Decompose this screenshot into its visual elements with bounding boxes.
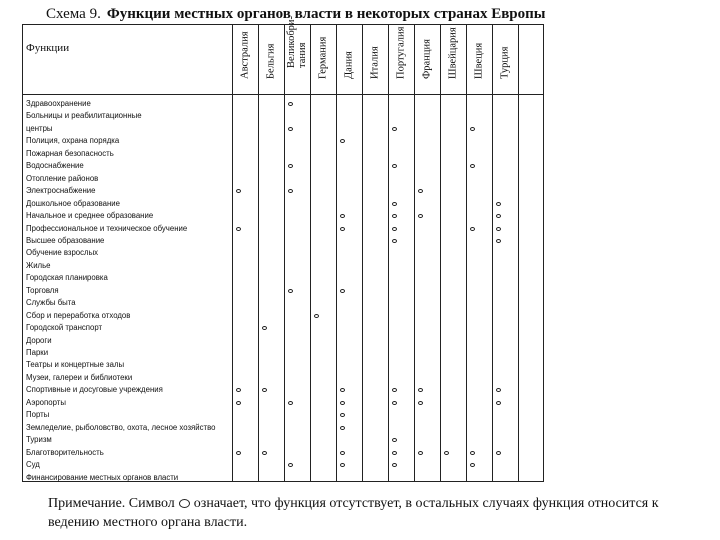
absent-function-icon <box>314 314 319 318</box>
function-row-label: Электроснабжение <box>26 186 96 196</box>
column-divider <box>258 24 259 482</box>
function-row-label: Здравоохранение <box>26 99 91 108</box>
function-row-label: Пожарная безопасность <box>26 148 114 158</box>
country-name: Португалия <box>395 26 407 79</box>
absent-function-icon <box>470 227 475 231</box>
country-header <box>441 27 465 90</box>
page-title <box>46 6 646 23</box>
country-header <box>259 30 283 90</box>
absent-function-icon <box>392 127 397 131</box>
country-header <box>467 30 491 90</box>
absent-function-icon <box>236 451 241 455</box>
absent-function-icon <box>392 451 397 455</box>
function-row-label: Театры и концертные залы <box>26 360 125 370</box>
absent-function-icon <box>418 451 423 455</box>
function-row-label: Городской транспорт <box>26 323 103 333</box>
function-row-label: Парки <box>26 348 49 357</box>
footnote-text: означает, что функция отсутствует, в остальных случаях функция относится к ведению местного органа власти. <box>48 496 659 530</box>
absent-function-icon <box>288 127 293 131</box>
absent-function-icon <box>470 451 475 455</box>
country-name: Дания <box>343 51 355 79</box>
country-name: Великобри- тания <box>286 15 308 68</box>
function-row-label: Жилье <box>26 260 51 270</box>
absent-symbol-icon <box>179 499 190 508</box>
function-row-label: Начальное и среднее образование <box>26 211 154 221</box>
function-row-label: Отопление районов <box>26 173 99 183</box>
absent-function-icon <box>496 451 501 455</box>
function-row-label: Музеи, галереи и библиотеки <box>26 372 133 382</box>
column-divider <box>232 24 233 482</box>
function-row-label: Финансирование местных органов власти <box>26 472 179 482</box>
function-row-label: Сбор и переработка отходов <box>26 310 131 320</box>
absent-function-icon <box>288 102 293 106</box>
absent-function-icon <box>340 401 345 405</box>
function-row-label: Аэропорты <box>26 397 66 407</box>
country-header <box>363 30 387 90</box>
schema-title: Функции местных органов власти в некоторых странах Европы <box>106 6 546 22</box>
function-row-label: Городская планировка <box>26 273 108 283</box>
function-row-label: Торговля <box>26 285 59 295</box>
absent-function-icon <box>288 289 293 293</box>
column-divider <box>362 24 363 482</box>
column-divider <box>466 24 467 482</box>
country-name: Швеция <box>473 42 485 79</box>
absent-function-icon <box>392 401 397 405</box>
schema-number: Схема 9. <box>46 6 101 22</box>
function-row-label: Полиция, охрана порядка <box>26 136 120 146</box>
function-row-label: Обучение взрослых <box>26 248 99 258</box>
function-row-label: центры <box>26 123 53 133</box>
function-row-label: Водоснабжение <box>26 161 84 171</box>
country-header <box>493 30 517 90</box>
absent-function-icon <box>340 451 345 455</box>
country-name: Бельгия <box>265 43 277 79</box>
column-divider <box>284 24 285 482</box>
absent-function-icon <box>444 451 449 455</box>
absent-function-icon <box>496 202 501 206</box>
function-row-label: Высшее образование <box>26 235 105 245</box>
column-divider <box>336 24 337 482</box>
absent-function-icon <box>496 227 501 231</box>
absent-function-icon <box>392 202 397 206</box>
absent-function-icon <box>470 127 475 131</box>
absent-function-icon <box>262 451 267 455</box>
column-divider <box>414 24 415 482</box>
function-row-label: Профессиональное и техническое обучение <box>26 223 188 233</box>
country-header <box>285 15 309 90</box>
column-divider <box>310 24 311 482</box>
absent-function-icon <box>340 289 345 293</box>
function-row-label: Туризм <box>26 435 52 445</box>
absent-function-icon <box>236 401 241 405</box>
country-header <box>233 30 257 90</box>
country-header <box>337 30 361 90</box>
country-name: Турция <box>499 46 511 79</box>
country-name: Швейцария <box>447 27 459 79</box>
absent-function-icon <box>496 239 501 243</box>
country-header <box>311 30 335 90</box>
footnote-lead: Примечание. Символ <box>48 496 175 511</box>
function-row-label: Суд <box>26 460 40 470</box>
function-row-label: Дороги <box>26 335 52 345</box>
column-divider <box>492 24 493 482</box>
country-header <box>415 30 439 90</box>
function-row-label: Земледелие, рыболовство, охота, лесное хозяйство <box>26 422 216 432</box>
absent-function-icon <box>340 227 345 231</box>
absent-function-icon <box>418 401 423 405</box>
country-name: Франция <box>421 39 433 79</box>
country-name: Австралия <box>239 31 251 79</box>
function-row-label: Больницы и реабилитационные <box>26 111 142 121</box>
functions-column-header: Функции <box>26 42 70 54</box>
function-row-label: Благотворительность <box>26 447 104 457</box>
column-divider <box>388 24 389 482</box>
column-divider <box>440 24 441 482</box>
country-name: Германия <box>317 36 329 79</box>
function-row-label: Дошкольное образование <box>26 198 120 208</box>
function-row-label: Порты <box>26 410 50 420</box>
column-divider <box>518 24 519 482</box>
absent-function-icon <box>392 227 397 231</box>
country-name: Италия <box>369 46 381 79</box>
function-row-label: Спортивные и досуговые учреждения <box>26 385 163 395</box>
absent-function-icon <box>236 227 241 231</box>
absent-function-icon <box>288 401 293 405</box>
absent-function-icon <box>340 426 345 430</box>
absent-function-icon <box>392 239 397 243</box>
absent-function-icon <box>496 401 501 405</box>
country-header <box>389 26 413 90</box>
function-row-label: Службы быта <box>26 298 76 308</box>
footnote <box>48 494 708 532</box>
